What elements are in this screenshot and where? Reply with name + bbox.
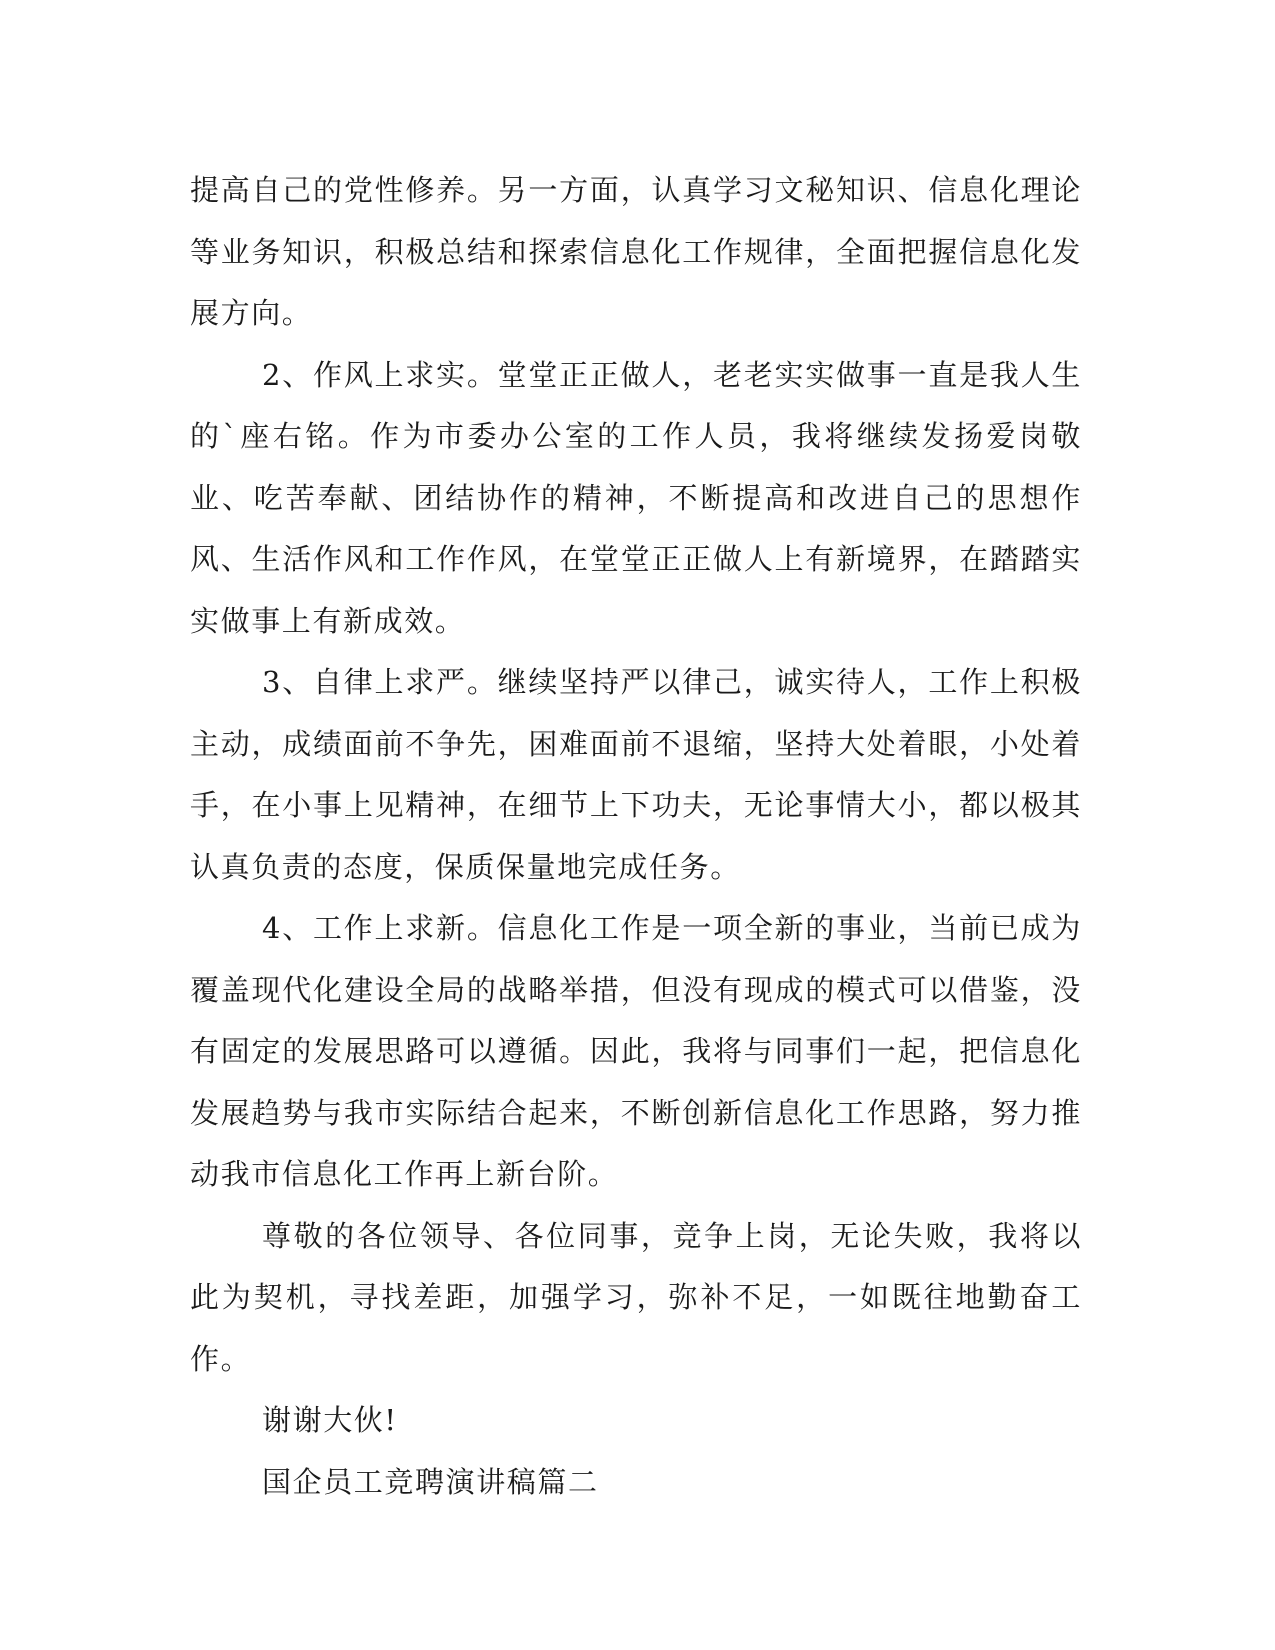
section-heading: 国企员工竞聘演讲稿篇二 [262, 1464, 599, 1499]
paragraph-thanks: 谢谢大伙! [262, 1403, 398, 1437]
document-body [190, 160, 1082, 1513]
paragraph-closing: 尊敬的各位领导、各位同事，竞争上岗，无论失败，我将以此为契机，寻找差距，加强学习，弥补不足，一如既往地勤奋工作。 [190, 1218, 1082, 1376]
paragraph-continuation: 提高自己的党性修养。另一方面，认真学习文秘知识、信息化理论等业务知识，积极总结和探索信息化工作规律，全面把握信息化发展方向。 [190, 173, 1082, 330]
paragraph-point-3: 3、自律上求严。继续坚持严以律己，诚实待人，工作上积极主动，成绩面前不争先，困难面前不退缩，坚持大处着眼，小处着手，在小事上见精神，在细节上下功夫，无论事情大小，都以极其认真负责的态度，保质保量地完成任务。 [190, 665, 1082, 884]
paragraph-point-2: 2、作风上求实。堂堂正正做人，老老实实做事一直是我人生的`座右铭。作为市委办公室的工作人员，我将继续发扬爱岗敬业、吃苦奉献、团结协作的精神，不断提高和改进自己的思想作风、生活作风和工作作风，在堂堂正正做人上有新境界，在踏踏实实做事上有新成效。 [190, 357, 1082, 638]
paragraph-point-4: 4、工作上求新。信息化工作是一项全新的事业，当前已成为覆盖现代化建设全局的战略举措，但没有现成的模式可以借鉴，没有固定的发展思路可以遵循。因此，我将与同事们一起，把信息化发展趋势与我市实际结合起来，不断创新信息化工作思路，努力推动我市信息化工作再上新台阶。 [190, 911, 1082, 1191]
